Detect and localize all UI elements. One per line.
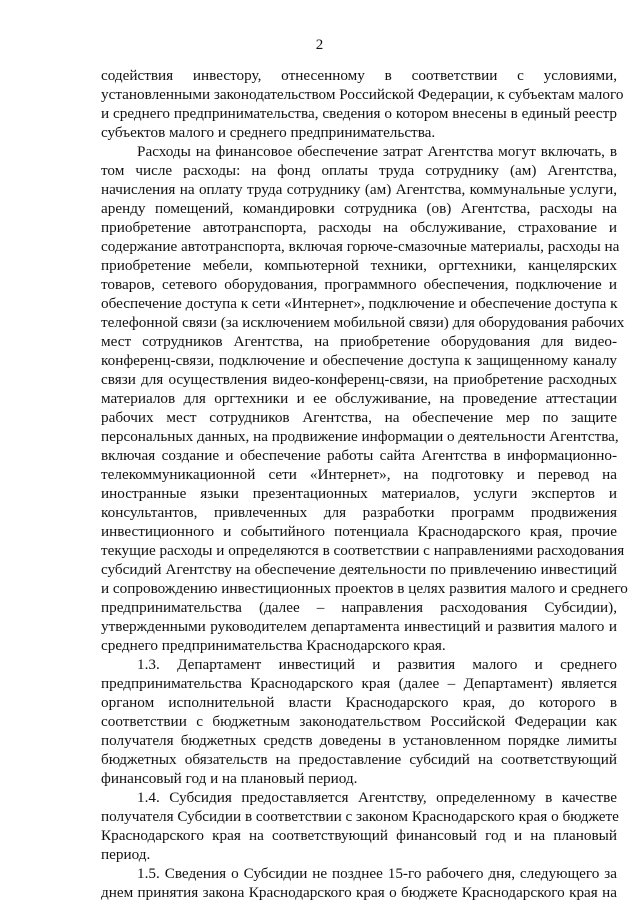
- text-line: предпринимательства (далее – направления расходования Субсидии),: [101, 599, 617, 616]
- paragraph: [101, 66, 624, 142]
- text-line: приобретение мебели, компьютерной техники, оргтехники, канцелярских: [101, 257, 617, 274]
- text-line: связи для осуществления видео-конференц-связи, на приобретение расходных: [101, 371, 617, 388]
- text-line: начисления на оплату труда сотруднику (ам) Агентства, коммунальные услуги,: [101, 181, 617, 198]
- text-line: утвержденными руководителем департамента инвестиций и развития малого и: [101, 618, 617, 635]
- text-line: получателя Субсидии в соответствии с законом Краснодарского края о бюджете: [101, 808, 619, 825]
- document-body: [101, 66, 628, 902]
- text-line: иностранные языки презентационных материалов, услуги экспертов и: [101, 485, 617, 502]
- text-line: и среднего предпринимательства, сведения о котором внесены в единый реестр: [101, 105, 617, 122]
- text-line: среднего предпринимательства Краснодарского края.: [101, 637, 446, 654]
- text-line: телефонной связи (за исключением мобильной связи) для оборудования рабочих: [101, 314, 625, 331]
- text-line: субъектов малого и среднего предпринимательства.: [101, 124, 436, 141]
- text-line: установленными законодательством Российской Федерации, к субъектам малого: [101, 86, 624, 103]
- text-line: предпринимательства Краснодарского края (далее – Департамент) является: [101, 675, 617, 692]
- text-line: бюджетных обязательств на предоставление субсидий на соответствующий: [101, 751, 617, 768]
- text-line: Расходы на финансовое обеспечение затрат Агентства могут включать, в: [137, 143, 617, 160]
- text-line: Краснодарского края на соответствующий финансовый год и на плановый: [101, 827, 617, 844]
- text-line: и сопровождению инвестиционных проектов в целях развития малого и среднего: [101, 580, 628, 597]
- text-line: содержание автотранспорта, включая горюче-смазочные материалы, расходы на: [101, 238, 620, 255]
- text-line: рабочих мест сотрудников Агентства, на обеспечение мер по защите: [101, 409, 617, 426]
- text-line: аренду помещений, командировки сотрудника (ов) Агентства, расходы на: [101, 200, 617, 217]
- text-line: обеспечение доступа к сети «Интернет», подключение и обеспечение доступа к: [101, 295, 618, 312]
- paragraph: [101, 655, 617, 788]
- paragraph: [101, 142, 628, 655]
- text-line: 1.3. Департамент инвестиций и развития малого и среднего: [137, 656, 617, 673]
- paragraph: [101, 864, 617, 902]
- text-line: 1.5. Сведения о Субсидии не позднее 15-го рабочего дня, следующего за: [137, 865, 617, 882]
- text-line: мест сотрудников Агентства, на приобретение оборудования для видео-: [101, 333, 617, 350]
- text-line: органом исполнительной власти Краснодарского края, до которого в: [101, 694, 617, 711]
- text-line: материалов для оргтехники и ее обслуживание, на проведение аттестации: [101, 390, 617, 407]
- text-line: персональных данных, на продвижение информации о деятельности Агентства,: [101, 428, 619, 445]
- text-line: том числе расходы: на фонд оплаты труда сотруднику (ам) Агентства,: [101, 162, 617, 179]
- text-line: соответствии с бюджетным законодательством Российской Федерации как: [101, 713, 617, 730]
- text-line: получателя бюджетных средств доведены в установленном порядке лимиты: [101, 732, 617, 749]
- text-line: субсидий Агентству на обеспечение деятельности по привлечению инвестиций: [101, 561, 617, 578]
- text-line: телекоммуникационной сети «Интернет», на подготовку и перевод на: [101, 466, 617, 483]
- text-line: товаров, сетевого оборудования, программного обеспечения, подключение и: [101, 276, 617, 293]
- text-line: днем принятия закона Краснодарского края о бюджете Краснодарского края на: [101, 884, 617, 901]
- text-line: консультантов, привлеченных для разработки программ продвижения: [101, 504, 617, 521]
- text-line: приобретение автотранспорта, расходы на обслуживание, страхование и: [101, 219, 617, 236]
- text-line: конференц-связи, подключение и обеспечение доступа к защищенному каналу: [101, 352, 617, 369]
- text-line: период.: [101, 846, 151, 863]
- text-line: инвестиционного и событийного потенциала Краснодарского края, прочие: [101, 523, 617, 540]
- text-line: текущие расходы и определяются в соответствии с направлениями расходования: [101, 542, 625, 559]
- text-line: включая создание и обеспечение работы сайта Агентства в информационно-: [101, 447, 617, 464]
- text-line: 1.4. Субсидия предоставляется Агентству, определенному в качестве: [137, 789, 617, 806]
- page-number: 2: [315, 37, 324, 53]
- text-line: финансовый год и на плановый период.: [101, 770, 358, 787]
- paragraph: [101, 788, 617, 864]
- text-line: содействия инвестору, отнесенному в соответствии с условиями,: [101, 67, 617, 84]
